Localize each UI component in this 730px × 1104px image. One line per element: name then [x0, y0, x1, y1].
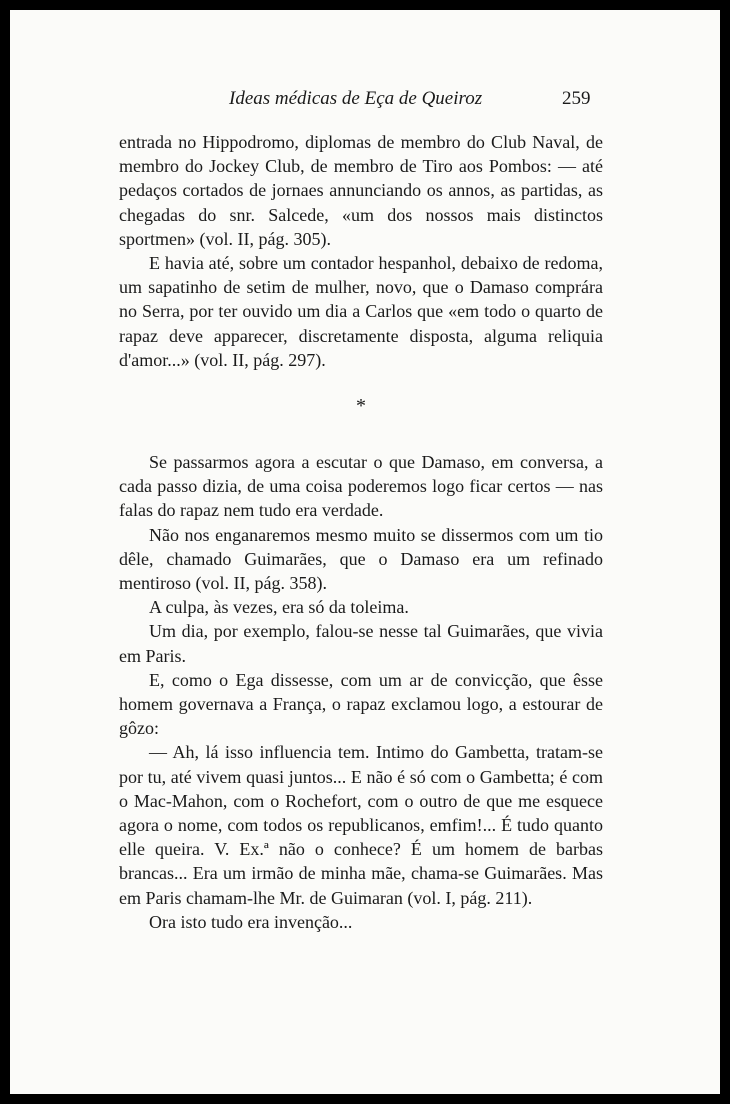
- paragraph: Ora isto tudo era invenção...: [149, 911, 353, 932]
- section-separator: *: [356, 395, 366, 418]
- paragraph: Se passarmos agora a escutar o que Damaso, em conversa, a cada passo dizia, de uma coisa poderemos logo ficar certos — nas falas do rapaz nem tudo era verdade.: [119, 452, 603, 521]
- body-text: [119, 130, 603, 934]
- page-number: 259: [562, 88, 591, 109]
- book-page: [10, 10, 720, 1094]
- paragraph: Um dia, por exemplo, falou-se nesse tal Guimarães, que vivia em Paris.: [119, 621, 603, 666]
- dialogue-paragraph: — Ah, lá isso influencia tem. Intimo do Gambetta, tratam-se por tu, até vivem quasi juntos... E não é só com o Gambetta; é com o Mac-Mahon, com o Rochefort, com o outro de que me esquece agora o nome, com todos os republicanos, emfim!... É tudo quanto elle queira. V. Ex.ª não o conhece? É um homem de barbas brancas... Era um irmão de minha mãe, chama-se Guimarães. Mas em Paris chamam-lhe Mr. de Guimaran (vol. I, pág. 211).: [119, 742, 603, 908]
- paragraph: entrada no Hippodromo, diplomas de membro do Club Naval, de membro do Jockey Club, de membro de Tiro aos Pombos: — até pedaços cortados de jornaes annunciando os annos, as partidas, as chegadas do snr. Salcede, «um dos nossos mais distinctos sportmen» (vol. II, pág. 305).: [119, 132, 603, 249]
- paragraph: E, como o Ega dissesse, com um ar de convicção, que êsse homem governava a França, o rapaz exclamou logo, a estourar de gôzo:: [119, 669, 603, 739]
- running-title: Ideas médicas de Eça de Queiroz: [229, 88, 483, 109]
- paragraph: A culpa, às vezes, era só da toleima.: [149, 597, 409, 618]
- paragraph: E havia até, sobre um contador hespanhol, debaixo de redoma, um sapatinho de setim de mulher, novo, que o Damaso comprára no Serra, por ter ouvido um dia a Carlos que «em todo o quarto de rapaz deve apparecer, discretamente disposta, alguma reliquia d'amor...» (vol. II, pág. 297).: [119, 253, 603, 370]
- paragraph: Não nos enganaremos mesmo muito se dissermos com um tio dêle, chamado Guimarães, que o Damaso era um refinado mentiroso (vol. II, pág. 358).: [119, 524, 603, 594]
